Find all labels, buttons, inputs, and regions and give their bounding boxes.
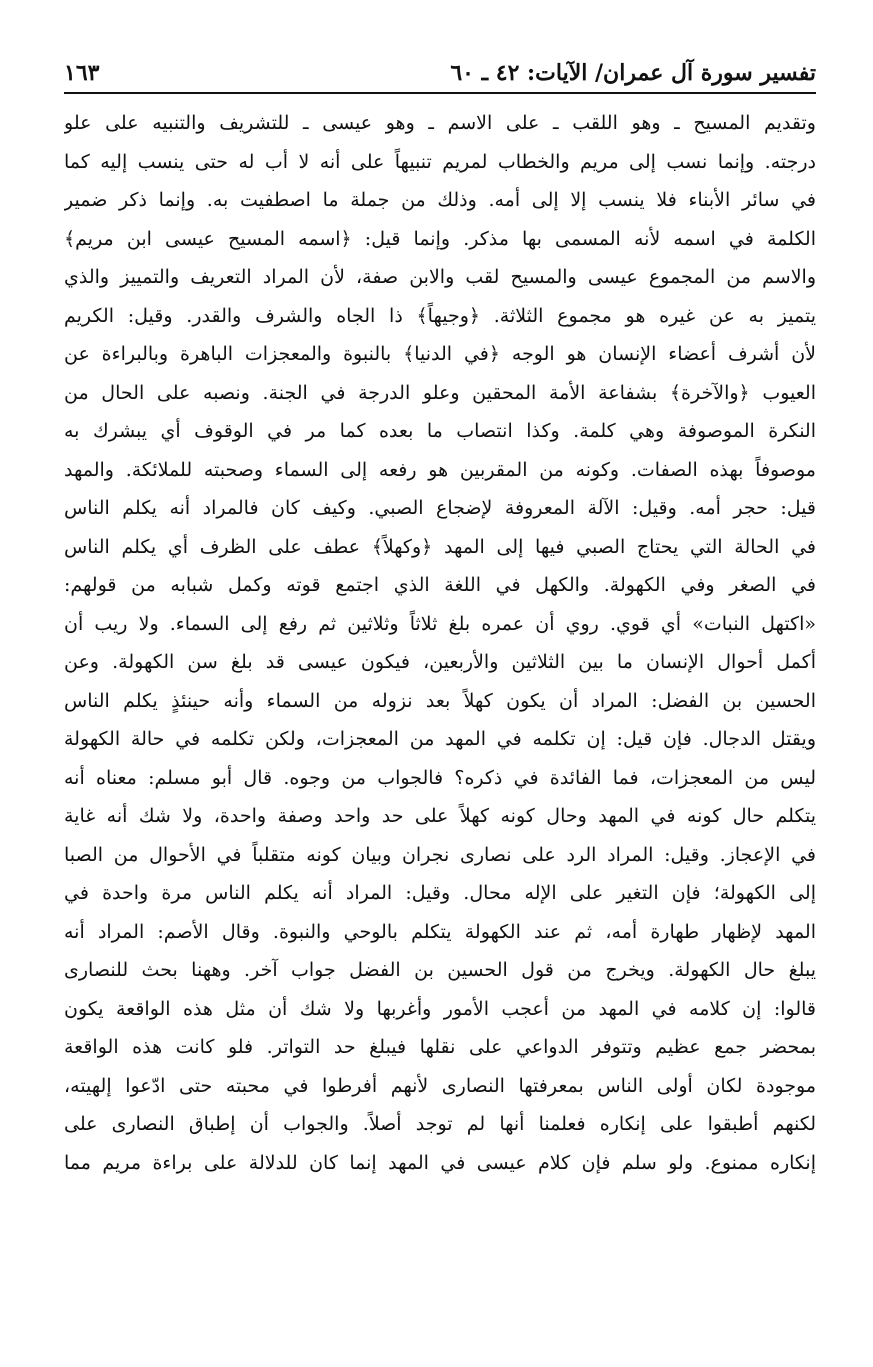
text-line: ويقتل الدجال. فإن قيل: إن تكلمه في المهد من المعجزات، ولكن تكلمه في حالة الكهولة bbox=[64, 728, 816, 750]
text-line: أكمل أحوال الإنسان ما بين الثلاثين والأربعين، فيكون عيسى قد بلغ سن الكهولة. وعن bbox=[64, 651, 816, 673]
text-line: يتكلم حال كونه في المهد وحال كونه كهلاً على حد واحد وصفة واحدة، ولا شك أنه غاية bbox=[64, 805, 816, 827]
text-line: في الحالة التي يحتاج الصبي فيها إلى المهد ﴿وكهلاً﴾ عطف على الظرف أي يكلم الناس bbox=[64, 535, 816, 558]
body-text bbox=[64, 104, 816, 1182]
text-line: في الصغر وفي الكهولة. والكهل في اللغة الذي اجتمع قوته وكمل شبابه من قولهم: bbox=[64, 574, 816, 596]
text-line: العيوب ﴿والآخرة﴾ بشفاعة الأمة المحقين وعلو الدرجة في الجنة. ونصبه على الحال من bbox=[64, 381, 816, 404]
text-line: درجته. وإنما نسب إلى مريم والخطاب لمريم تنبيهاً على أنه لا أب له حتى ينسب إليه كما bbox=[64, 150, 816, 173]
text-line: ليس من المعجزات، فما الفائدة في ذكره؟ فالجواب من وجوه. قال أبو مسلم: معناه أنه bbox=[64, 766, 816, 789]
text-line: والاسم من المجموع عيسى والمسيح لقب والابن صفة، لأن المراد التعريف والتمييز والذي bbox=[64, 266, 816, 288]
text-line: يبلغ حال الكهولة. ويخرج من قول الحسين بن الفضل جواب آخر. وههنا بحث للنصارى bbox=[64, 959, 816, 981]
text-line: إلى الكهولة؛ فإن التغير على الإله محال. وقيل: المراد أنه يكلم الناس مرة واحدة في bbox=[64, 882, 816, 904]
text-line: «اكتهل النبات» أي قوي. روي أن عمره بلغ ثلاثاً وثلاثين ثم رفع إلى السماء. ولا ريب أن bbox=[64, 612, 816, 635]
text-line: المهد لإظهار طهارة أمه، ثم عند الكهولة يتكلم بالوحي والنبوة. وقال الأصم: المراد أنه bbox=[64, 920, 816, 943]
text-line: الحسين بن الفضل: المراد أن يكون كهلاً بعد نزوله من السماء وأنه حينئذٍ يكلم الناس bbox=[64, 689, 816, 712]
text-line: موجودة لكان أولى الناس بمعرفتها النصارى لأنهم أفرطوا في محبته حتى ادّعوا إلهيته، bbox=[64, 1074, 816, 1097]
text-line: لكنهم أطبقوا على إنكاره فعلمنا أنها لم توجد أصلاً. والجواب أن إطباق النصارى على bbox=[64, 1113, 816, 1135]
text-line: قيل: حجر أمه. وقيل: الآلة المعروفة لإضجاع الصبي. وكيف كان فالمراد أنه يكلم الناس bbox=[64, 497, 816, 519]
text-line: يتميز به عن غيره هو مجموع الثلاثة. ﴿وجيهاً﴾ ذا الجاه والشرف والقدر. وقيل: الكريم bbox=[64, 304, 816, 327]
text-line: إنكاره ممنوع. ولو سلم فإن كلام عيسى في المهد إنما كان للدلالة على براءة مريم مما bbox=[64, 1151, 816, 1174]
book-page bbox=[64, 52, 816, 1182]
running-header bbox=[64, 52, 816, 86]
header-rule bbox=[64, 92, 816, 94]
running-title: تفسير سورة آل عمران/ الآيات: ٤٢ ـ ٦٠ bbox=[450, 60, 816, 86]
text-line: في سائر الأبناء فلا ينسب إلا إلى أمه. وذلك من جملة ما اصطفيت به. وإنما ذكر ضمير bbox=[64, 189, 816, 211]
text-line: قالوا: إن كلامه في المهد من أعجب الأمور وأغربها ولا شك أن مثل هذه الواقعة يكون bbox=[64, 997, 816, 1020]
page-number: ١٦٣ bbox=[64, 60, 100, 86]
text-line: وتقديم المسيح ـ وهو اللقب ـ على الاسم ـ وهو عيسى ـ للتشريف والتنبيه على علو bbox=[64, 112, 816, 134]
text-line: في الإعجاز. وقيل: المراد الرد على نصارى نجران وبيان كونه متقلباً في الأحوال من الصبا bbox=[64, 843, 816, 866]
text-line: النكرة الموصوفة وهي كلمة. وكذا انتصاب ما بعده كما مر في الوقوف أي يبشرك به bbox=[64, 420, 816, 442]
text-line: موصوفاً بهذه الصفات. وكونه من المقربين هو رفعه إلى السماء وصحبته للملائكة. والمهد bbox=[64, 458, 816, 481]
text-line: لأن أشرف أعضاء الإنسان هو الوجه ﴿في الدنيا﴾ بالنبوة والمعجزات الباهرة وبالبراءة عن bbox=[64, 343, 816, 365]
text-line: الكلمة في اسمه لأنه المسمى بها مذكر. وإنما قيل: ﴿اسمه المسيح عيسى ابن مريم﴾ bbox=[64, 227, 816, 250]
text-line: بمحضر جمع عظيم وتتوفر الدواعي على نقلها فيبلغ حد التواتر. فلو كانت هذه الواقعة bbox=[64, 1036, 816, 1058]
